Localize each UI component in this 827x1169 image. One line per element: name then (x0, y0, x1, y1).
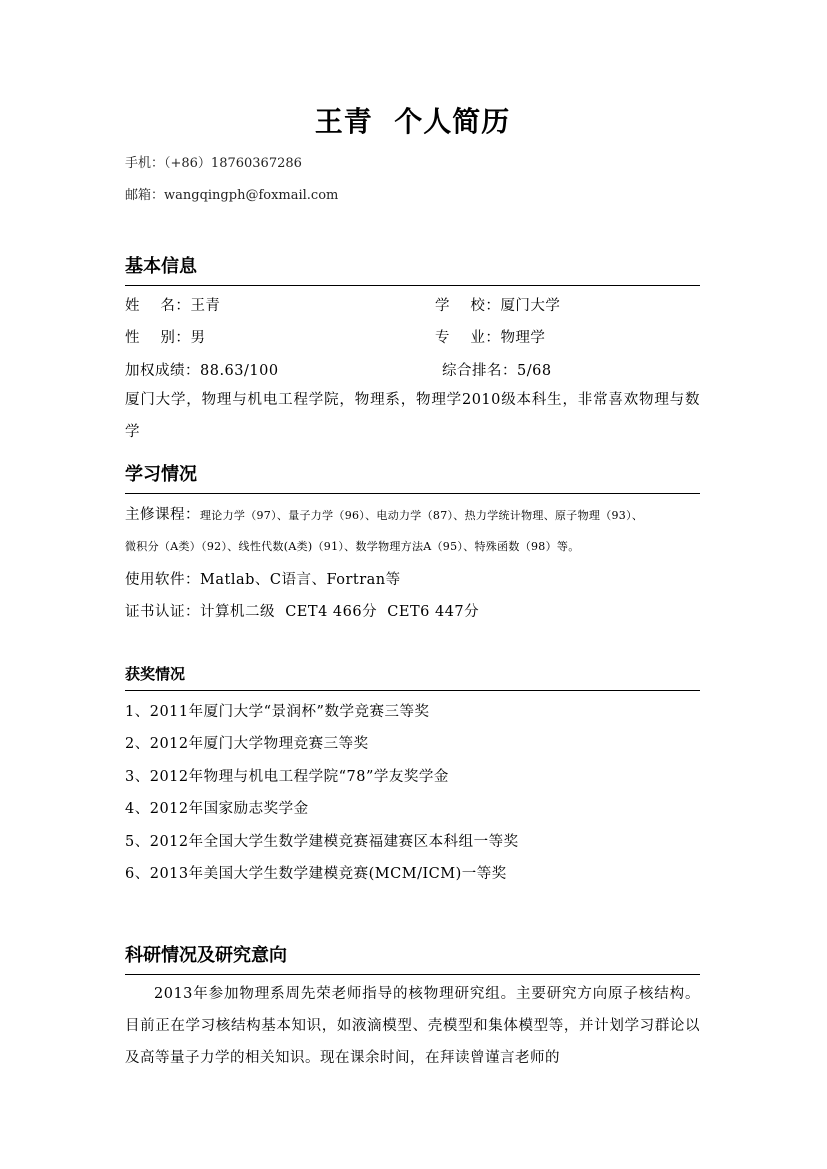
gender-value: 男 (190, 330, 206, 346)
gpa-row (125, 359, 279, 380)
certs-row: 证书认证：计算机二级 CET4 466分 CET6 447分 (125, 604, 480, 620)
research-paragraph: 2013年参加物理系周先荣老师指导的核物理研究组。主要研究方向原子核结构。目前正在学习核结构基本知识，如液滴模型、壳模型和集体模型等，并计划学习群论以及高等量子力学的相关知识。现在课余时间，在拜读曾谨言老师的 (125, 986, 700, 1066)
basic-info-divider (125, 285, 700, 286)
major-value: 物理学 (500, 330, 546, 346)
study-heading: 学习情况 (125, 464, 197, 485)
award-item: 5、2012年全国大学生数学建模竞赛福建赛区本科组一等奖 (125, 834, 519, 850)
phone-line: 手机：（+86）18760367286 (125, 156, 302, 171)
award-item: 2、2012年厦门大学物理竞赛三等奖 (125, 736, 369, 752)
courses-line-2: 微积分（A类）（92）、线性代数(A类)（91）、数学物理方法A（95）、特殊函数（98）等。 (125, 540, 580, 553)
school-label: 学 校： (435, 298, 501, 314)
rank-value: 5/68 (517, 363, 552, 379)
resume-title: 王青 个人简历 (314, 105, 511, 138)
basic-intro: 厦门大学，物理与机电工程学院，物理系，物理学2010级本科生，非常喜欢物理与数学 (125, 392, 700, 440)
courses-row (125, 503, 643, 524)
name-row (125, 294, 220, 315)
software-row: 使用软件：Matlab、C语言、Fortran等 (125, 572, 401, 588)
school-row (435, 294, 560, 315)
rank-label: 综合排名： (442, 363, 517, 379)
awards-divider (125, 690, 700, 691)
gpa-label: 加权成绩： (125, 363, 200, 379)
major-row (435, 326, 545, 347)
major-label: 专 业： (435, 330, 501, 346)
study-divider (125, 493, 700, 494)
research-heading: 科研情况及研究意向 (125, 945, 287, 966)
school-value: 厦门大学 (500, 298, 561, 314)
name-value: 王青 (190, 298, 221, 314)
basic-info-heading: 基本信息 (125, 256, 197, 277)
award-item: 4、2012年国家励志奖学金 (125, 801, 309, 817)
rank-row (442, 359, 552, 380)
gpa-value: 88.63/100 (200, 363, 279, 379)
name-label: 姓 名： (125, 298, 191, 314)
research-divider (125, 974, 700, 975)
award-item: 1、2011年厦门大学“景润杯”数学竞赛三等奖 (125, 704, 430, 720)
awards-heading: 获奖情况 (125, 665, 186, 683)
gender-label: 性 别： (125, 330, 191, 346)
award-item: 3、2012年物理与机电工程学院“78”学友奖学金 (125, 769, 449, 785)
courses-line-1: 理论力学（97）、量子力学（96）、电动力学（87）、热力学统计物理、原子物理（93）、 (200, 509, 644, 522)
award-item: 6、2013年美国大学生数学建模竞赛(MCM/ICM)一等奖 (125, 866, 507, 882)
courses-label: 主修课程： (125, 507, 200, 523)
email-line: 邮箱：wangqingph@foxmail.com (125, 188, 339, 203)
gender-row (125, 326, 205, 347)
